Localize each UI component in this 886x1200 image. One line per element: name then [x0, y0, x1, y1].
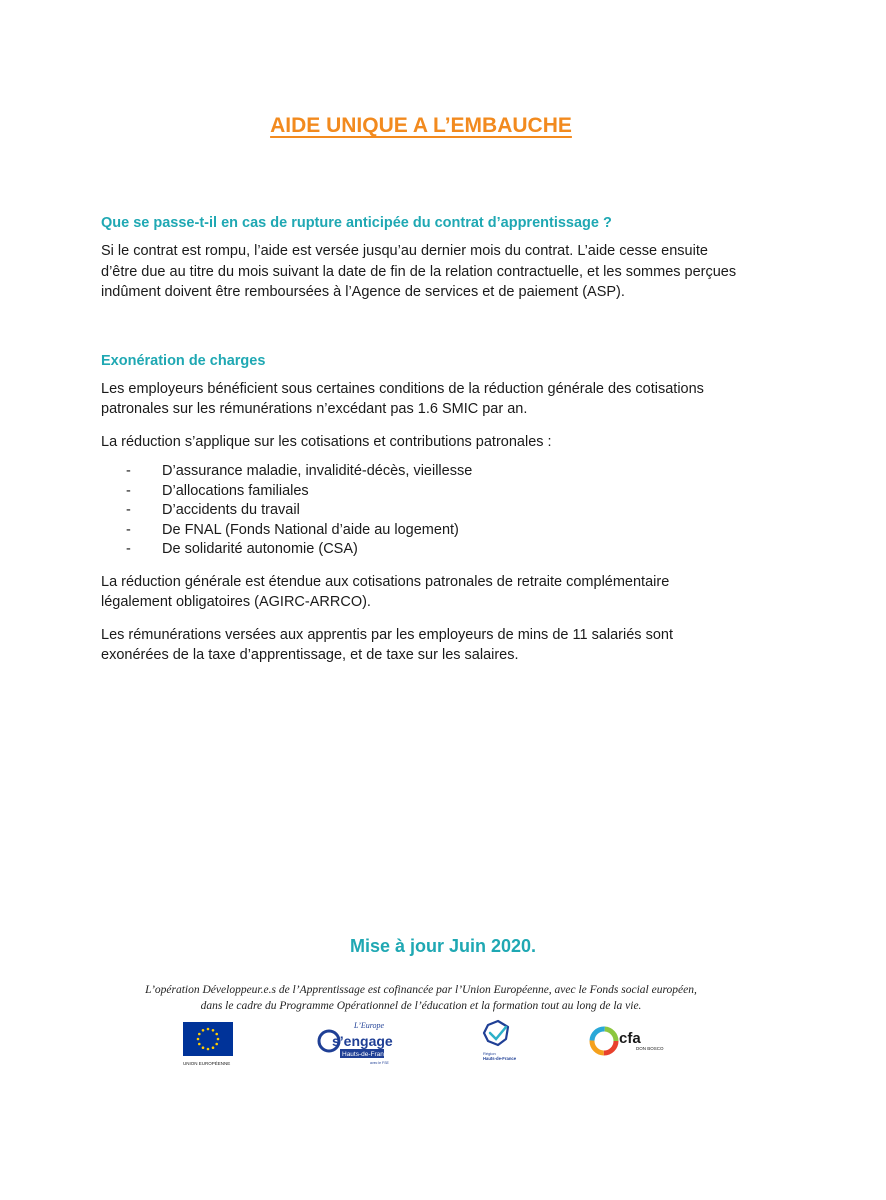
footer-cofinancing-note: L’opération Développeur.e.s de l’Apprentissage est cofinancée par l’Union Européenne, avec le Fonds social européen, dans le cadre du Programme Opérationnel de l’éducation et la formation tout au long de la vie.: [145, 984, 697, 1012]
eu-logo: [183, 1022, 233, 1066]
paragraph-rupture: Si le contrat est rompu, l’aide est versée jusqu’au dernier mois du contrat. L’aide cesse ensuite d’être due au titre du mois suivant la date de fin de la relation contractuelle, et les sommes perçues indûment doivent être remboursées à l’Agence de services et de paiement (ASP).: [101, 243, 737, 300]
section-heading-exoneration: Exonération de charges: [101, 352, 266, 369]
list-item: - D’accidents du travail: [126, 502, 300, 518]
paragraph-employeurs: Les employeurs bénéficient sous certaines conditions de la réduction générale des cotisations patronales sur les rémunérations n’excédant pas 1.6 SMIC par an.: [101, 380, 704, 417]
contributions-list: [101, 462, 741, 560]
paragraph-agirc-arrco: La réduction générale est étendue aux cotisations patronales de retraite complémentaire légalement obligatoires (AGIRC-ARRCO).: [101, 573, 670, 610]
region-hauts-de-france-logo: [476, 1019, 520, 1068]
hdf-small-text: avec le FSE: [370, 1061, 389, 1065]
europe-sengage-logo: [318, 1019, 393, 1070]
list-item: - De FNAL (Fonds National d’aide au logement): [126, 521, 459, 538]
eu-caption: UNION EUROPÉENNE: [183, 1061, 231, 1066]
list-item: - D’assurance maladie, invalidité-décès, vieillesse: [126, 463, 473, 479]
page-title: AIDE UNIQUE A L’EMBAUCHE: [270, 114, 572, 137]
list-item: - D’allocations familiales: [126, 482, 309, 499]
cfa-don-bosco-logo: [588, 1024, 664, 1063]
paragraph-remunerations: Les rémunérations versées aux apprentis par les employeurs de mins de 11 salariés sont exonérées de la taxe d’apprentissage, et de taxe sur les salaires.: [101, 626, 673, 663]
hdf-sub-text: Hauts-de-France: [342, 1051, 391, 1058]
region-top-text: Région: [483, 1051, 496, 1056]
list-item: - De solidarité autonomie (CSA): [126, 541, 358, 557]
region-main-text: Hauts-de-France: [483, 1056, 517, 1061]
section-heading-rupture: Que se passe-t-il en cas de rupture anticipée du contrat d’apprentissage ?: [101, 215, 612, 231]
hdf-top-text: L’Europe: [354, 1021, 385, 1030]
cfa-sub-text: DON BOSCO: [636, 1046, 664, 1051]
document-body: [101, 215, 741, 678]
cfa-main-text: cfa: [619, 1030, 641, 1047]
update-note: Mise à jour Juin 2020.: [349, 936, 537, 956]
hdf-main-text: s’engage: [332, 1033, 393, 1049]
paragraph-reduction: La réduction s’applique sur les cotisations et contributions patronales :: [101, 433, 552, 450]
